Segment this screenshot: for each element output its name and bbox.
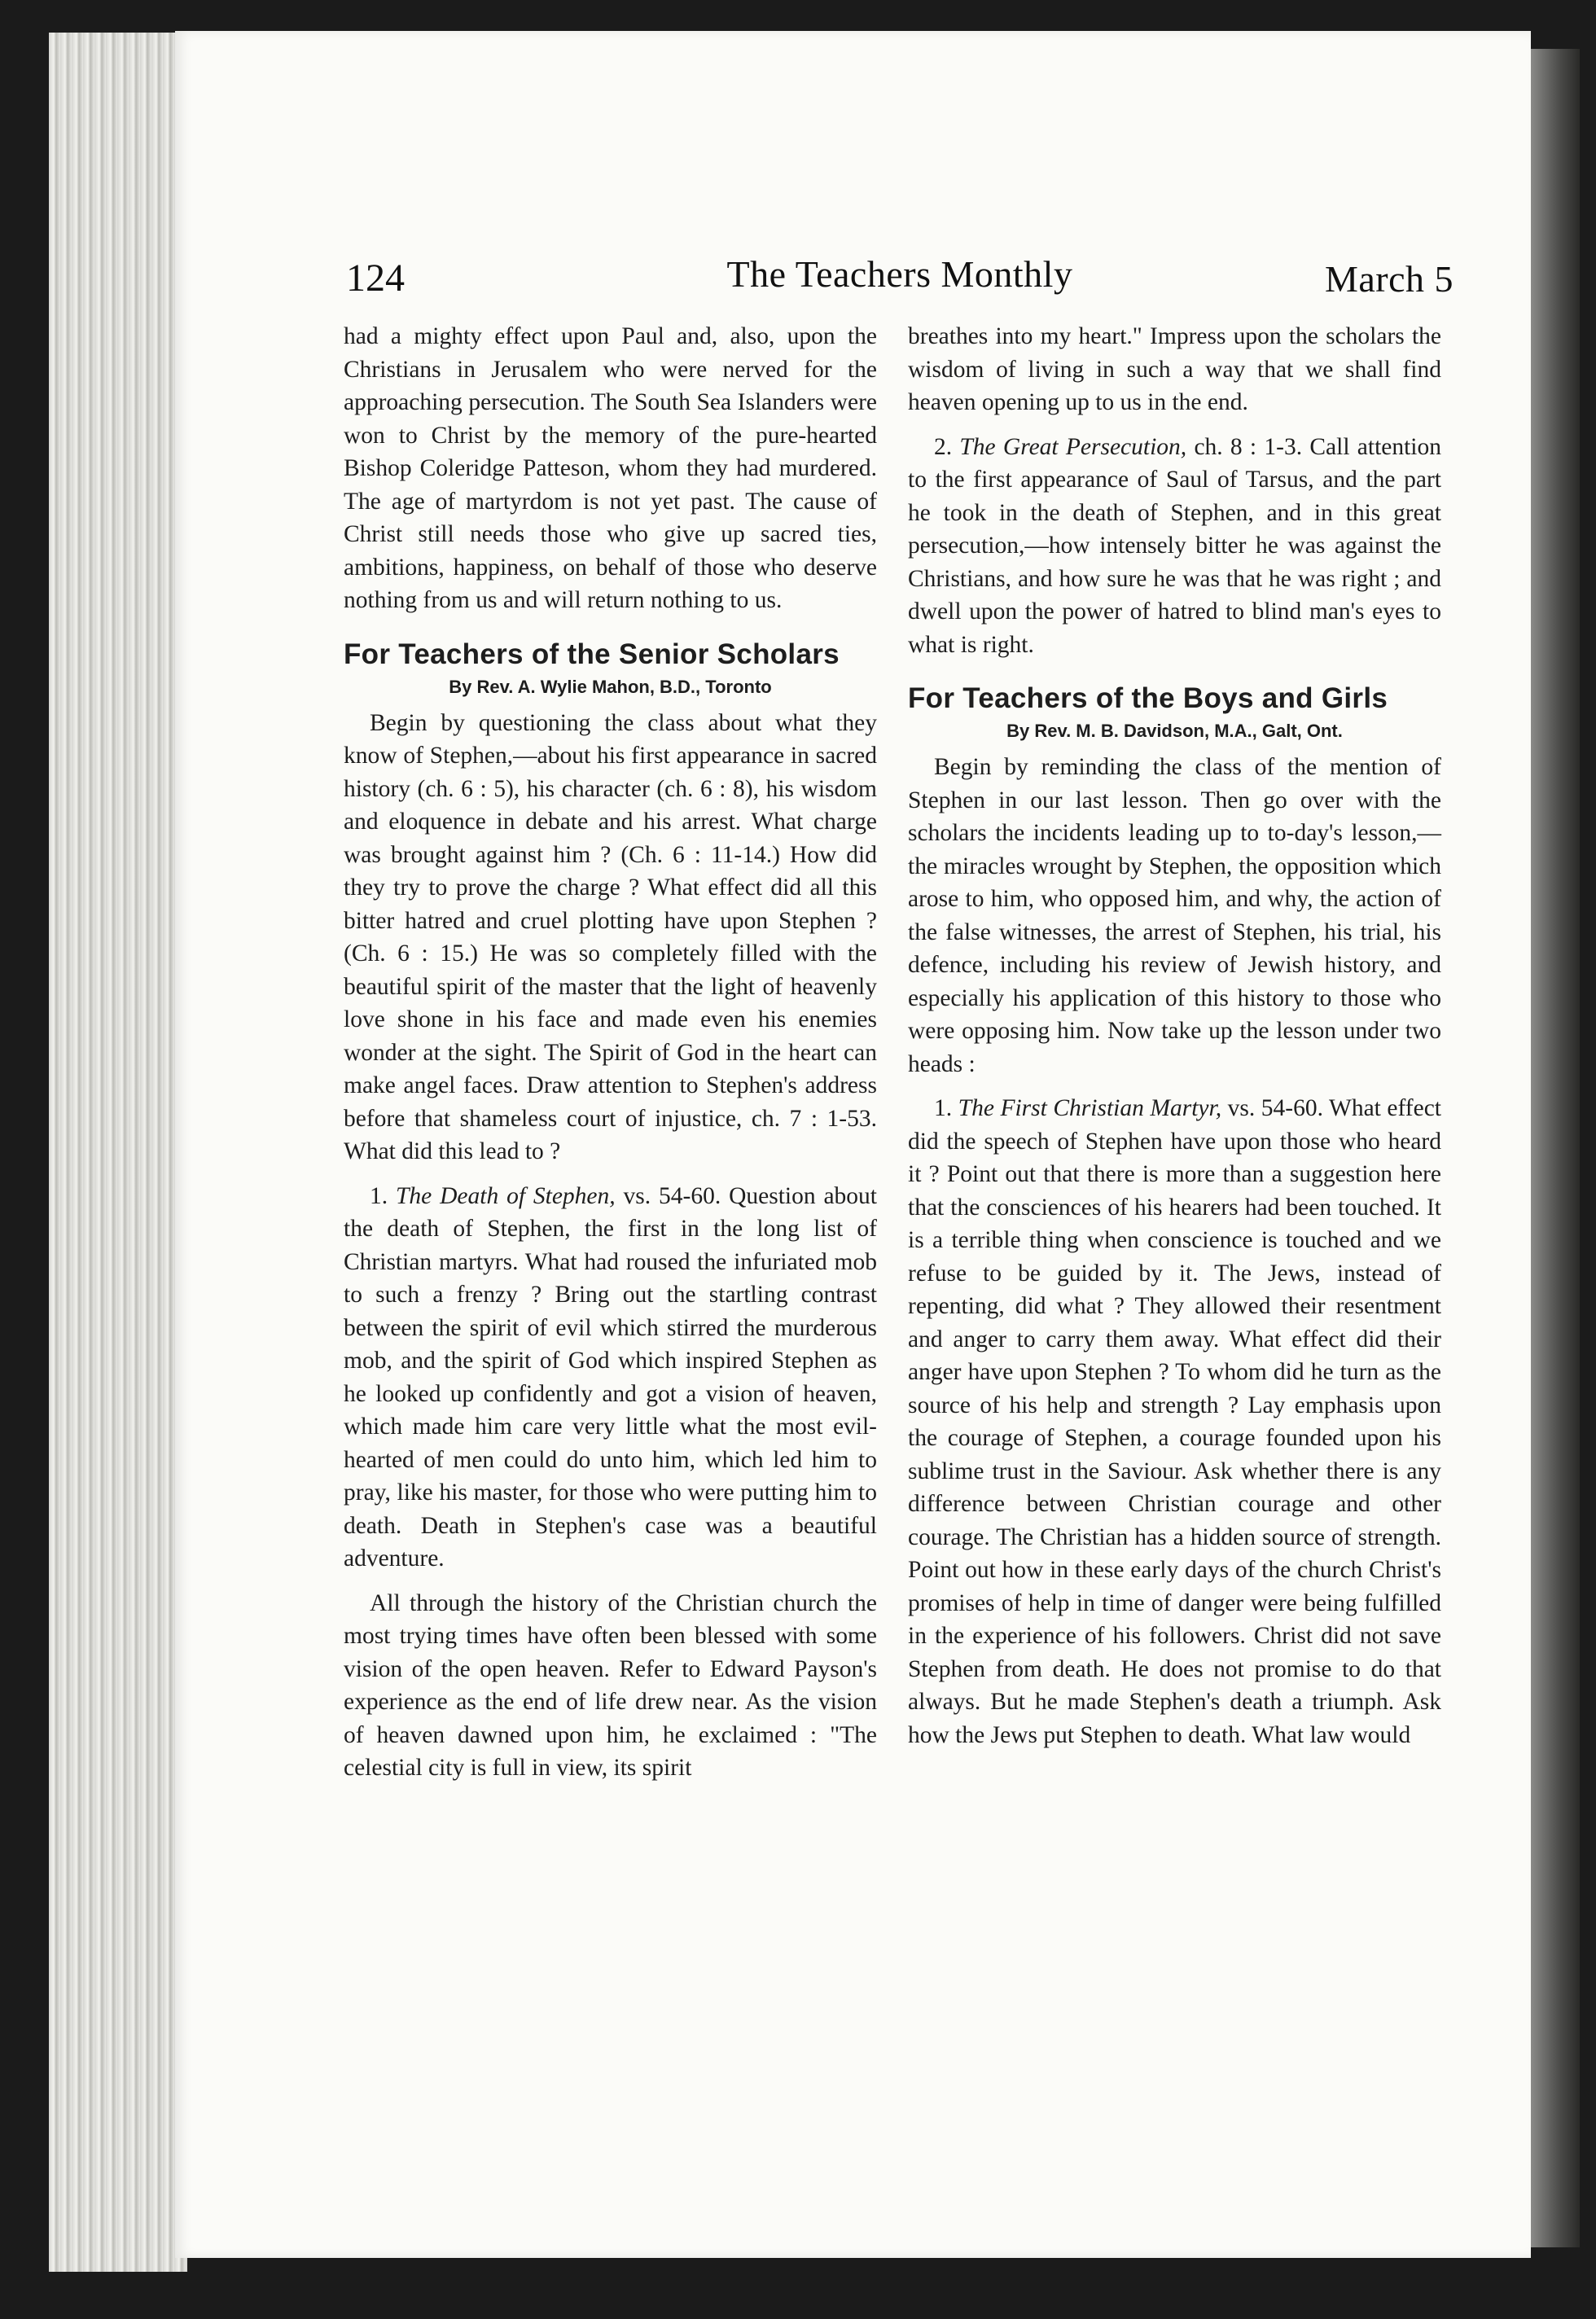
- point-number: 2.: [934, 433, 953, 460]
- paragraph: Begin by reminding the class of the mention of Stephen in our last lesson. Then go over with the scholars the incidents leading up to to-day's lesson,—the miracles wrought by Stephen, the opposition which arose to him, who opposed him, and why, the action of the false witnesses, the arrest of Stephen, his trial, his defence, including his review of Jewish history, and especially his application of this history to those who were opposing him. Now take up the lesson under two heads :: [908, 754, 1441, 1077]
- section-heading-senior: For Teachers of the Senior Scholars: [344, 638, 840, 670]
- point-number: 1.: [370, 1182, 388, 1209]
- point-label: The Death of Stephen,: [396, 1182, 616, 1209]
- page-number: 124: [346, 256, 405, 300]
- running-title: The Teachers Monthly: [726, 253, 1073, 295]
- page-header: [346, 252, 1454, 309]
- paragraph: had a mighty effect upon Paul and, also, upon the Christians in Jerusalem who were nerved for the approaching persecution. The South Sea Islanders were won to Christ by the memory of the pure-hearted Bishop Coleridge Patteson, whom they had murdered. The age of martyrdom is not yet past. The cause of Christ still needs those who give up sacred ties, ambitions, happiness, on behalf of those who deserve nothing from us and will return nothing to us.: [344, 323, 877, 613]
- point-label: The First Christian Martyr,: [958, 1095, 1222, 1121]
- point-text: ch. 8 : 1-3. Call attention to the first appearance of Saul of Tarsus, and the part he took in the death of Stephen, and in this great persecution,—how intensely bitter he was against the Christians, and how sure he was that he was right ; and dwell upon the power of hatred to blind man's eyes to what is right.: [908, 433, 1441, 658]
- left-column: [344, 320, 877, 1796]
- byline-senior: By Rev. A. Wylie Mahon, B.D., Toronto: [449, 676, 772, 697]
- right-column: [908, 320, 1441, 1763]
- point-text: vs. 54-60. Question about the death of Stephen, the first in the long list of Christian martyrs. What had roused the infuriated mob to such a frenzy ? Bring out the startling contrast between the spirit of evil which stirred the murderous mob, and the spirit of God which inspired Stephen as he looked up confidently and got a vision of heaven, which made him care very little what the most evil-hearted of men could do unto him, which led him to pray, like his master, for those who were putting him to death. Death in Stephen's case was a beautiful adventure.: [344, 1182, 877, 1572]
- section-heading-boys-girls: For Teachers of the Boys and Girls: [908, 682, 1388, 714]
- paragraph: All through the history of the Christian church the most trying times have often been blessed with some vision of the open heaven. Refer to Edward Payson's experience as the end of life drew near. As the vision of heaven dawned upon him, he exclaimed : "The celestial city is full in view, its spirit: [344, 1589, 877, 1781]
- point-number: 1.: [934, 1095, 953, 1121]
- point-text: vs. 54-60. What effect did the speech of Stephen have upon those who heard it ? Point out that there is more than a suggestion here that the consciences of his hearers had been touched. It is a terrible thing when conscience is touched and we refuse to be guided by it. The Jews, instead of repenting, did what ? They allowed their resentment and anger to carry them away. What effect did their anger have upon Stephen ? To whom did he turn as the source of his help and strength ? Lay emphasis upon the courage of Stephen, a courage founded upon his sublime trust in the Saviour. Ask whether there is any difference between Christian courage and other courage. The Christian has a hidden source of strength. Point out how in these early days of the church Christ's promises of help in time of danger were being fulfilled in the experience of his followers. Christ did not save Stephen from death. He does not promise to do that always. But he made Stephen's death a triumph. Ask how the Jews put Stephen to death. What law would: [908, 1095, 1441, 1748]
- paragraph-first-christian-martyr: [908, 1092, 1441, 1751]
- paragraph: Begin by questioning the class about what they know of Stephen,—about his first appearance in sacred history (ch. 6 : 5), his character (ch. 6 : 8), his wisdom and eloquence in debate and his arrest. What charge was brought against him ? (Ch. 6 : 11-14.) How did they try to prove the charge ? What effect did all this bitter hatred and cruel plotting have upon Stephen ? (Ch. 6 : 15.) He was so completely filled with the beautiful spirit of the master that the light of heavenly love shone in his face and made even his enemies wonder at the sight. The Spirit of God in the heart can make angel faces. Draw attention to Stephen's address before that shameless court of injustice, ch. 7 : 1-53. What did this lead to ?: [344, 709, 877, 1164]
- issue-date: March 5: [1324, 258, 1454, 300]
- paragraph: breathes into my heart." Impress upon the scholars the wisdom of living in such a way that we shall find heaven opening up to us in the end.: [908, 323, 1441, 415]
- paragraph-death-of-stephen: [344, 1180, 877, 1576]
- byline-boys-girls: By Rev. M. B. Davidson, M.A., Galt, Ont.: [1006, 721, 1343, 741]
- paragraph-great-persecution: [908, 431, 1441, 662]
- point-label: The Great Persecution,: [959, 433, 1187, 460]
- page-edges-left: [49, 33, 187, 2272]
- page-edges-right: [1531, 49, 1580, 2247]
